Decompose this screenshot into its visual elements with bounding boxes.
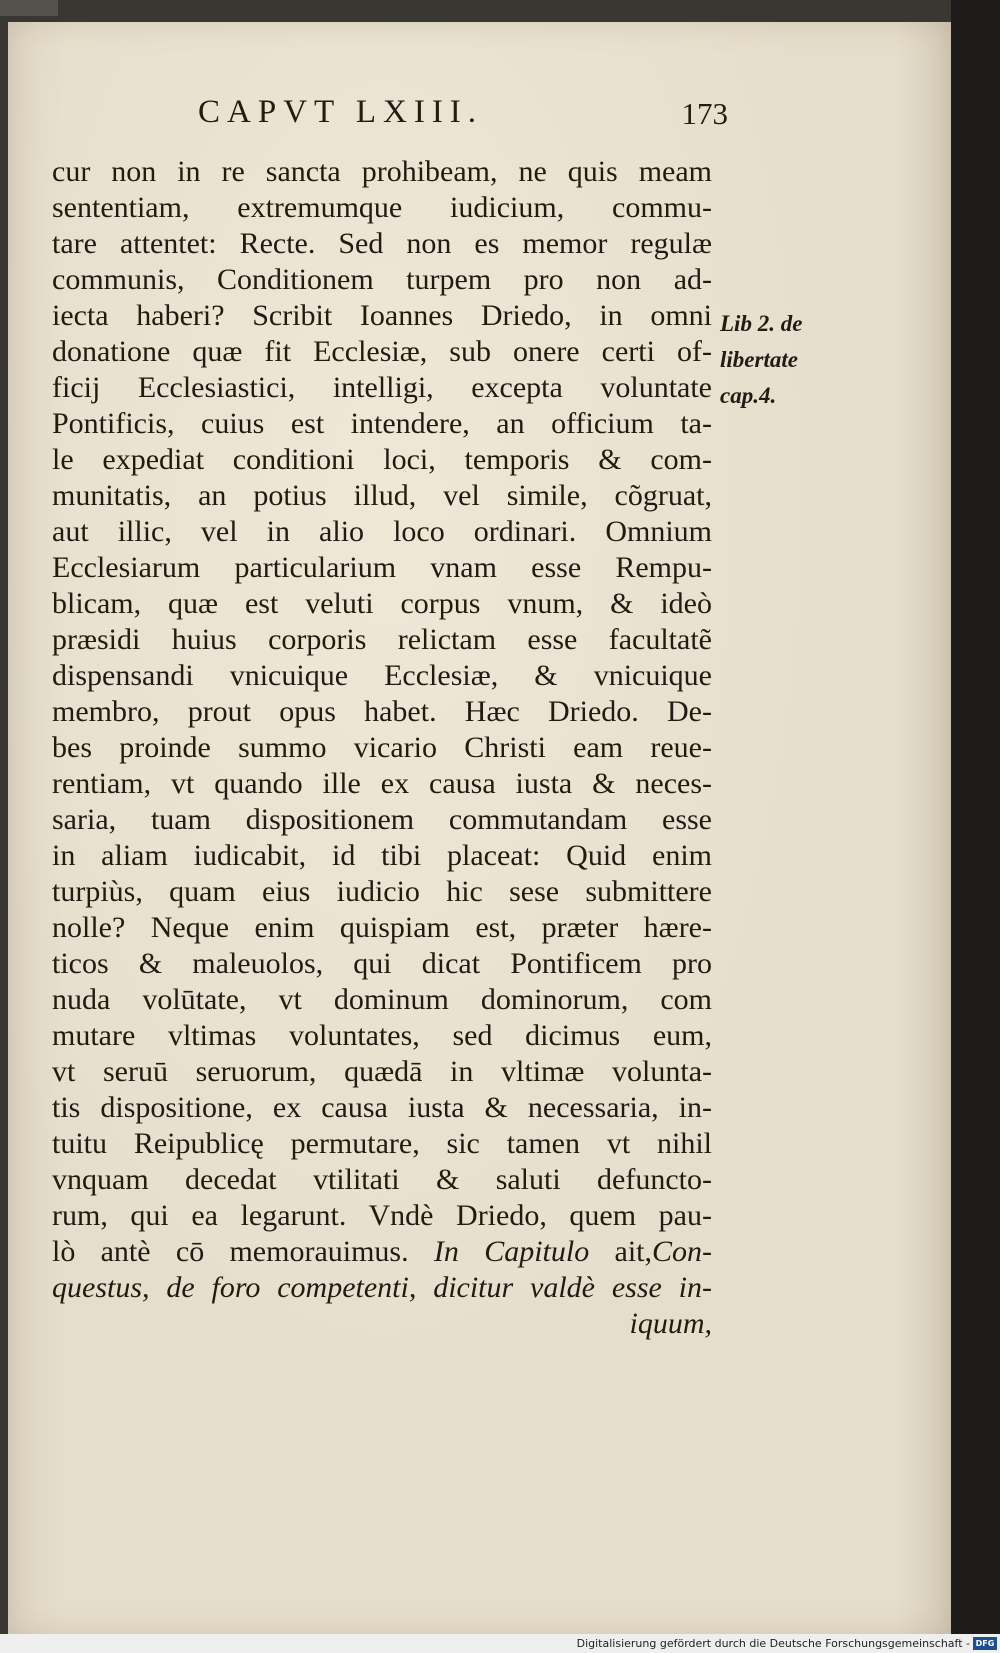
running-head: CAPVT LXIII. <box>198 94 484 130</box>
text-line: in aliam iudicabit, id tibi placeat: Quid enim <box>52 839 712 872</box>
text-roman: lò antè cō memorauimus. <box>52 1235 409 1268</box>
marginal-note-line: Lib 2. de <box>720 311 803 336</box>
scan-corner-tab <box>0 0 58 16</box>
text-line-mixed <box>52 1234 712 1270</box>
footer-bar <box>0 1634 1000 1653</box>
text-line: bes proinde summo vicario Christi eam reue- <box>52 731 712 764</box>
text-line: tare attentet: Recte. Sed non es memor regulæ <box>52 227 712 260</box>
page-number: 173 <box>681 96 728 131</box>
text-line: vnquam decedat vtilitati & saluti defuncto- <box>52 1163 712 1196</box>
page-header <box>198 94 728 144</box>
text-line: Pontificis, cuius est intendere, an officium ta- <box>52 407 712 440</box>
text-roman: ait, <box>614 1235 653 1268</box>
text-line: ficij Ecclesiastici, intelligi, excepta voluntate <box>52 371 712 404</box>
text-line-italic: questus, de foro competenti, dicitur valdè esse in- <box>52 1271 712 1304</box>
text-line: membro, prout opus habet. Hæc Driedo. De- <box>52 695 712 728</box>
text-line: munitatis, an potius illud, vel simile, cõgruat, <box>52 479 712 512</box>
text-line: turpiùs, quam eius iudicio hic sese submittere <box>52 875 712 908</box>
marginal-note-line: cap.4. <box>720 383 777 408</box>
text-italic: Con- <box>652 1235 713 1268</box>
text-line: præsidi huius corporis relictam esse facultatẽ <box>52 623 712 656</box>
scan-right-edge <box>951 0 1000 1653</box>
text-line: rum, qui ea legarunt. Vndè Driedo, quem pau- <box>52 1199 712 1232</box>
catchword: iquum, <box>629 1307 712 1340</box>
text-line: saria, tuam dispositionem commutandam esse <box>52 803 712 836</box>
text-line: tis dispositione, ex causa iusta & necessaria, in- <box>52 1091 712 1124</box>
text-line: mutare vltimas voluntates, sed dicimus eum, <box>52 1019 712 1052</box>
text-line: sententiam, extremumque iudicium, commu- <box>52 191 712 224</box>
marginal-note-line: libertate <box>720 347 798 372</box>
dfg-logo: DFG <box>973 1637 997 1650</box>
text-line: aut illic, vel in alio loco ordinari. Omnium <box>52 515 712 548</box>
text-italic: In Capitulo <box>433 1235 590 1268</box>
text-line: nolle? Neque enim quispiam est, præter hære- <box>52 911 712 944</box>
text-line: rentiam, vt quando ille ex causa iusta & neces- <box>52 767 712 800</box>
body-text <box>52 154 712 1342</box>
text-line: Ecclesiarum particularium vnam esse Rempu- <box>52 551 712 584</box>
text-line: donatione quæ fit Ecclesiæ, sub onere certi of- <box>52 335 712 368</box>
text-line: communis, Conditionem turpem pro non ad- <box>52 263 712 296</box>
text-line: cur non in re sancta prohibeam, ne quis meam <box>52 155 712 188</box>
text-line: dispensandi vnicuique Ecclesiæ, & vnicuique <box>52 659 712 692</box>
text-line: nuda volūtate, vt dominum dominorum, com <box>52 983 712 1016</box>
funding-credit: Digitalisierung gefördert durch die Deutsche Forschungsgemeinschaft - <box>576 1637 970 1650</box>
text-line: tuitu Reipublicę permutare, sic tamen vt nihil <box>52 1127 712 1160</box>
text-line: blicam, quæ est veluti corpus vnum, & ideò <box>52 587 712 620</box>
marginal-note <box>720 306 840 414</box>
text-line: le expediat conditioni loci, temporis & com- <box>52 443 712 476</box>
text-line: ticos & maleuolos, qui dicat Pontificem pro <box>52 947 712 980</box>
text-line: vt seruū seruorum, quædā in vltimæ volunta- <box>52 1055 712 1088</box>
text-line: iecta haberi? Scribit Ioannes Driedo, in omni <box>52 299 712 332</box>
book-page <box>8 22 951 1634</box>
